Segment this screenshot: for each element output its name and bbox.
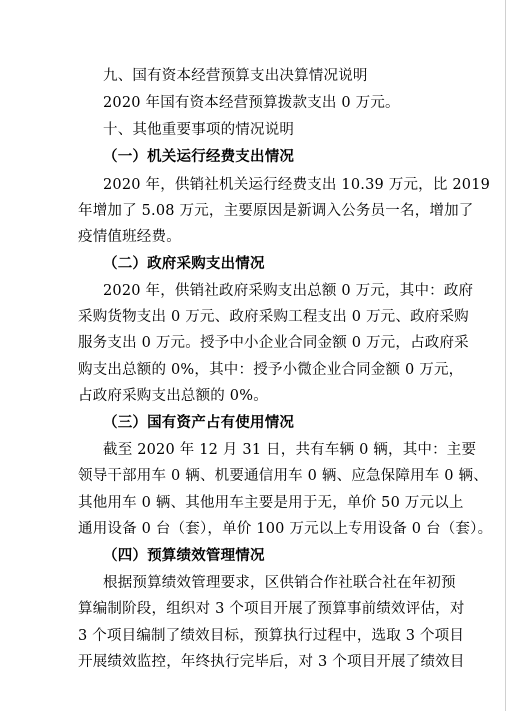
section-heading-9: 九、国有资本经营预算支出决算情况说明 [103,68,368,84]
paragraph-line: 开展绩效监控，年终执行完毕后，对 3 个项目开展了绩效目 [78,654,465,670]
paragraph-line: 领导干部用车 0 辆、机要通信用车 0 辆、应急保障用车 0 辆、 [78,468,488,484]
paragraph-line: 购支出总额的 0%，其中：授予小微企业合同金额 0 万元， [78,362,464,378]
paragraph-line: 年增加了 5.08 万元，主要原因是新调入公务员一名，增加了 [78,203,474,219]
paragraph-line: 3 个项目编制了绩效目标，预算执行过程中，选取 3 个项目 [78,628,465,644]
paragraph-line: 疫情值班经费。 [78,229,181,245]
section-heading-10: 十、其他重要事项的情况说明 [103,122,295,138]
paragraph-line: 2020 年，供销社政府采购支出总额 0 万元，其中：政府 [103,283,474,299]
paragraph-line: 通用设备 0 台（套），单价 100 万元以上专用设备 0 台（套）。 [78,521,493,537]
subsection-heading-4: （四）预算绩效管理情况 [103,547,265,564]
subsection-heading-3: （三）国有资产占有使用情况 [103,414,295,431]
subsection-heading-1: （一）机关运行经费支出情况 [103,148,295,165]
paragraph-line: 2020 年国有资本经营预算拨款支出 0 万元。 [103,95,400,111]
paragraph-line: 服务支出 0 万元。授予中小企业合同金额 0 万元，占政府采 [78,335,469,351]
paragraph-line: 算编制阶段，组织对 3 个项目开展了预算事前绩效评估，对 [78,601,465,617]
paragraph-line: 采购货物支出 0 万元、政府采购工程支出 0 万元、政府采购 [78,309,469,325]
paragraph-line: 根据预算绩效管理要求，区供销合作社联合社在年初预 [103,575,456,591]
subsection-heading-2: （二）政府采购支出情况 [103,255,265,272]
paragraph-line: 其他用车 0 辆、其他用车主要是用于无，单价 50 万元以上 [78,495,464,511]
paragraph-line: 占政府采购支出总额的 0%。 [78,388,268,404]
paragraph-line: 截至 2020 年 12 月 31 日，共有车辆 0 辆，其中：主要 [103,442,477,458]
paragraph-line: 2020 年，供销社机关运行经费支出 10.39 万元，比 2019 [103,177,491,193]
